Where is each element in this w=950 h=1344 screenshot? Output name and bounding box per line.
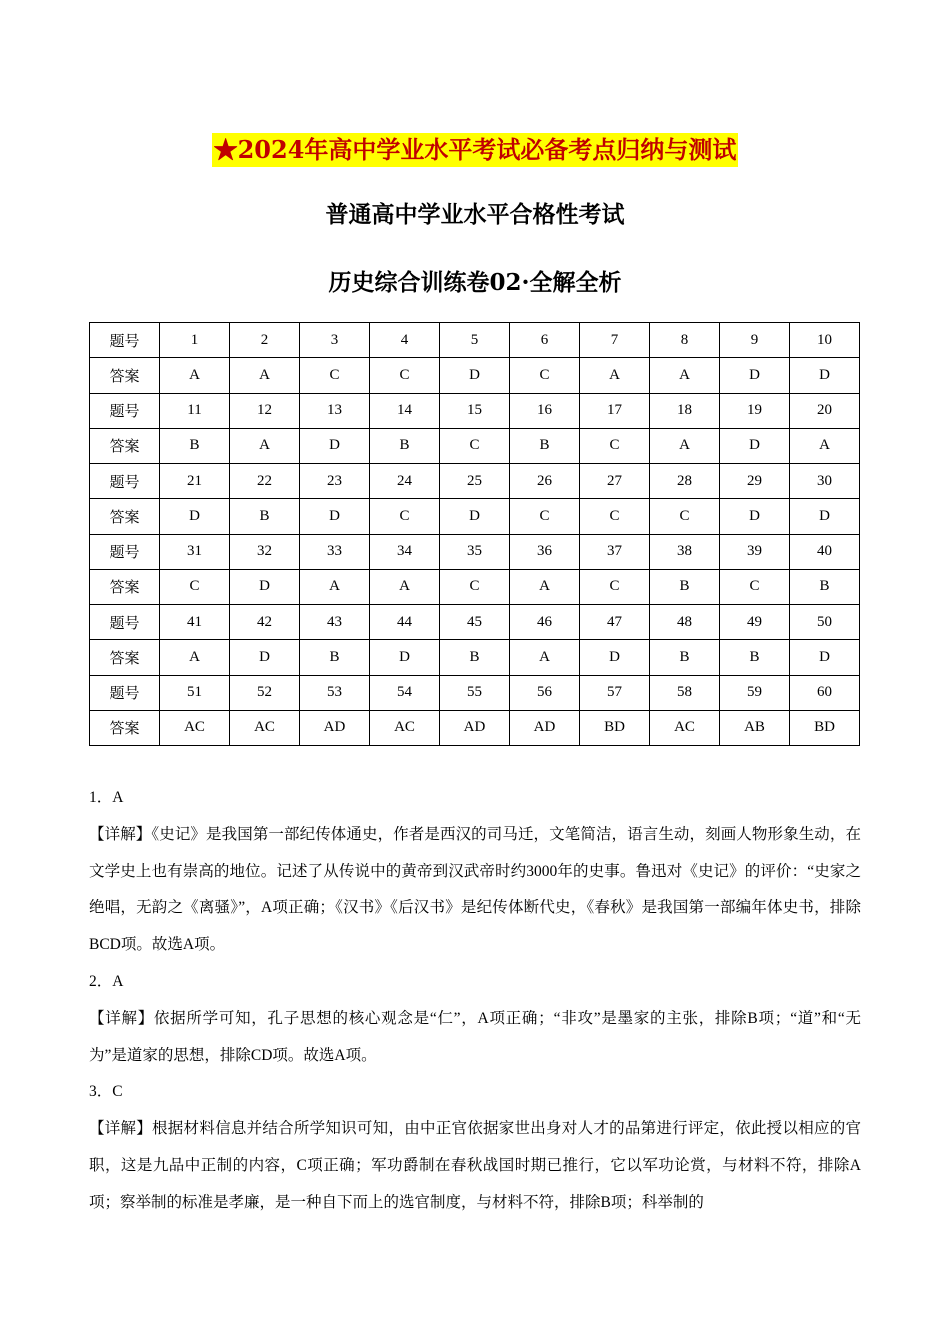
question-number-cell: 2 [230, 323, 300, 358]
question-number-cell: 45 [440, 605, 510, 640]
answer-cell: A [510, 569, 580, 604]
question-number-cell: 38 [650, 534, 720, 569]
question-number-row [90, 393, 860, 428]
question-number-cell: 34 [370, 534, 440, 569]
answer-cell: A [790, 428, 860, 463]
question-number-row [90, 464, 860, 499]
question-heading: 3．C [89, 1083, 123, 1101]
row-label: 题号 [90, 323, 160, 358]
question-number-cell: 13 [300, 393, 370, 428]
answer-cell: A [650, 428, 720, 463]
question-number-cell: 56 [510, 675, 580, 710]
question-heading: 1．A [89, 789, 124, 806]
answer-cell: C [580, 499, 650, 534]
row-label: 答案 [90, 569, 160, 604]
answer-table [89, 322, 860, 746]
question-number-cell: 46 [510, 605, 580, 640]
answer-cell: AC [370, 710, 440, 745]
question-number-cell: 17 [580, 393, 650, 428]
answer-cell: D [720, 428, 790, 463]
question-number-cell: 5 [440, 323, 510, 358]
answer-cell: C [440, 569, 510, 604]
question-number-cell: 42 [230, 605, 300, 640]
answer-cell: C [370, 499, 440, 534]
question-heading: 2．A [89, 972, 124, 990]
question-number-cell: 14 [370, 393, 440, 428]
answer-cell: AD [510, 710, 580, 745]
question-number-row [90, 605, 860, 640]
question-number-cell: 33 [300, 534, 370, 569]
answer-cell: C [510, 499, 580, 534]
question-number-cell: 23 [300, 464, 370, 499]
answer-cell: B [160, 428, 230, 463]
answer-row [90, 640, 860, 675]
question-number-cell: 29 [720, 464, 790, 499]
answer-cell: B [720, 640, 790, 675]
answer-cell: C [300, 358, 370, 393]
question-number-cell: 8 [650, 323, 720, 358]
answer-cell: D [370, 640, 440, 675]
answer-cell: B [650, 569, 720, 604]
question-number-cell: 21 [160, 464, 230, 499]
question-number-cell: 27 [580, 464, 650, 499]
answer-cell: D [160, 499, 230, 534]
row-label: 题号 [90, 393, 160, 428]
answer-cell: D [790, 358, 860, 393]
answer-row [90, 358, 860, 393]
question-number-cell: 57 [580, 675, 650, 710]
row-label: 答案 [90, 358, 160, 393]
question-number-cell: 10 [790, 323, 860, 358]
row-label: 题号 [90, 605, 160, 640]
question-number-cell: 22 [230, 464, 300, 499]
question-number-row [90, 534, 860, 569]
answer-cell: C [440, 428, 510, 463]
answer-cell: A [160, 358, 230, 393]
question-number-cell: 15 [440, 393, 510, 428]
answer-cell: A [370, 569, 440, 604]
row-label: 题号 [90, 675, 160, 710]
series-banner: ★2024年高中学业水平考试必备考点归纳与测试 [212, 133, 739, 167]
answer-cell: B [510, 428, 580, 463]
question-number-cell: 50 [790, 605, 860, 640]
row-label: 答案 [90, 499, 160, 534]
answer-cell: C [510, 358, 580, 393]
question-number-cell: 24 [370, 464, 440, 499]
answer-cell: A [230, 428, 300, 463]
question-number-cell: 6 [510, 323, 580, 358]
answer-cell: C [720, 569, 790, 604]
question-number-cell: 58 [650, 675, 720, 710]
question-number-cell: 32 [230, 534, 300, 569]
question-number-cell: 51 [160, 675, 230, 710]
question-number-cell: 31 [160, 534, 230, 569]
answer-cell: BD [790, 710, 860, 745]
question-number-cell: 60 [790, 675, 860, 710]
question-number-cell: 55 [440, 675, 510, 710]
question-number-cell: 41 [160, 605, 230, 640]
answer-row [90, 710, 860, 745]
answer-cell: D [440, 358, 510, 393]
paper-title: 历史综合训练卷02·全解全析 [328, 269, 622, 296]
question-number-cell: 4 [370, 323, 440, 358]
question-number-cell: 52 [230, 675, 300, 710]
answer-cell: B [650, 640, 720, 675]
question-number-cell: 25 [440, 464, 510, 499]
answer-cell: D [790, 499, 860, 534]
answer-cell: AD [440, 710, 510, 745]
answer-cell: C [160, 569, 230, 604]
question-number-cell: 20 [790, 393, 860, 428]
question-number-cell: 43 [300, 605, 370, 640]
question-number-cell: 19 [720, 393, 790, 428]
answer-cell: B [230, 499, 300, 534]
answer-cell: AC [650, 710, 720, 745]
answer-cell: B [790, 569, 860, 604]
answer-cell: C [580, 428, 650, 463]
answer-row [90, 428, 860, 463]
answer-cell: AC [160, 710, 230, 745]
answer-row [90, 499, 860, 534]
answer-row [90, 569, 860, 604]
answer-cell: D [440, 499, 510, 534]
question-explanation: 【详解】依据所学可知，孔子思想的核心观念是“仁”，A项正确；“非攻”是墨家的主张，排除B项；“道”和“无为”是道家的思想，排除CD项。故选A项。 [89, 1009, 861, 1064]
question-number-row [90, 323, 860, 358]
question-number-cell: 7 [580, 323, 650, 358]
answer-cell: B [440, 640, 510, 675]
question-number-cell: 35 [440, 534, 510, 569]
answer-cell: D [230, 640, 300, 675]
question-number-cell: 44 [370, 605, 440, 640]
question-number-cell: 49 [720, 605, 790, 640]
answer-cell: C [650, 499, 720, 534]
row-label: 题号 [90, 534, 160, 569]
question-number-cell: 9 [720, 323, 790, 358]
answer-cell: A [160, 640, 230, 675]
question-number-cell: 48 [650, 605, 720, 640]
question-number-cell: 28 [650, 464, 720, 499]
answer-cell: BD [580, 710, 650, 745]
question-number-cell: 53 [300, 675, 370, 710]
answer-cell: C [580, 569, 650, 604]
answer-cell: D [300, 428, 370, 463]
answer-cell: A [650, 358, 720, 393]
answer-cell: A [510, 640, 580, 675]
row-label: 题号 [90, 464, 160, 499]
question-number-cell: 36 [510, 534, 580, 569]
question-explanation: 【详解】《史记》是我国第一部纪传体通史，作者是西汉的司马迁，文笔简洁，语言生动，刻画人物形象生动，在文学史上也有崇高的地位。记述了从传说中的黄帝到汉武帝时约3000年的史事。鲁迅对《史记》的评价：“史家之绝唱，无韵之《离骚》”，A项正确；《汉书》《后汉书》是纪传体断代史，《春秋》是我国第一部编年体史书，排除BCD项。故选A项。 [89, 825, 861, 954]
question-number-cell: 18 [650, 393, 720, 428]
question-number-row [90, 675, 860, 710]
question-number-cell: 11 [160, 393, 230, 428]
question-number-cell: 37 [580, 534, 650, 569]
answer-cell: C [370, 358, 440, 393]
answer-cell: D [580, 640, 650, 675]
answer-cell: AB [720, 710, 790, 745]
answer-cell: B [370, 428, 440, 463]
answer-cell: AD [300, 710, 370, 745]
answer-cell: AC [230, 710, 300, 745]
question-number-cell: 39 [720, 534, 790, 569]
answer-cell: D [300, 499, 370, 534]
exam-title: 普通高中学业水平合格性考试 [325, 201, 625, 228]
question-number-cell: 54 [370, 675, 440, 710]
question-explanation: 【详解】根据材料信息并结合所学知识可知，由中正官依据家世出身对人才的品第进行评定，依此授以相应的官职，这是九品中正制的内容，C项正确；军功爵制在春秋战国时期已推行，它以军功论赏，与材料不符，排除A项；察举制的标准是孝廉，是一种自下而上的选官制度，与材料不符，排除B项；科举制的 [89, 1120, 861, 1211]
banner-wrap [0, 133, 950, 167]
row-label: 答案 [90, 640, 160, 675]
answer-cell: D [230, 569, 300, 604]
question-number-cell: 47 [580, 605, 650, 640]
question-number-cell: 26 [510, 464, 580, 499]
question-number-cell: 1 [160, 323, 230, 358]
answer-cell: D [720, 358, 790, 393]
question-number-cell: 59 [720, 675, 790, 710]
answer-cell: A [300, 569, 370, 604]
question-number-cell: 3 [300, 323, 370, 358]
row-label: 答案 [90, 710, 160, 745]
answer-cell: D [790, 640, 860, 675]
answer-cell: B [300, 640, 370, 675]
explanations [89, 780, 861, 1222]
question-number-cell: 30 [790, 464, 860, 499]
question-number-cell: 12 [230, 393, 300, 428]
answer-cell: D [720, 499, 790, 534]
answer-cell: A [230, 358, 300, 393]
row-label: 答案 [90, 428, 160, 463]
question-number-cell: 16 [510, 393, 580, 428]
question-number-cell: 40 [790, 534, 860, 569]
answer-cell: A [580, 358, 650, 393]
